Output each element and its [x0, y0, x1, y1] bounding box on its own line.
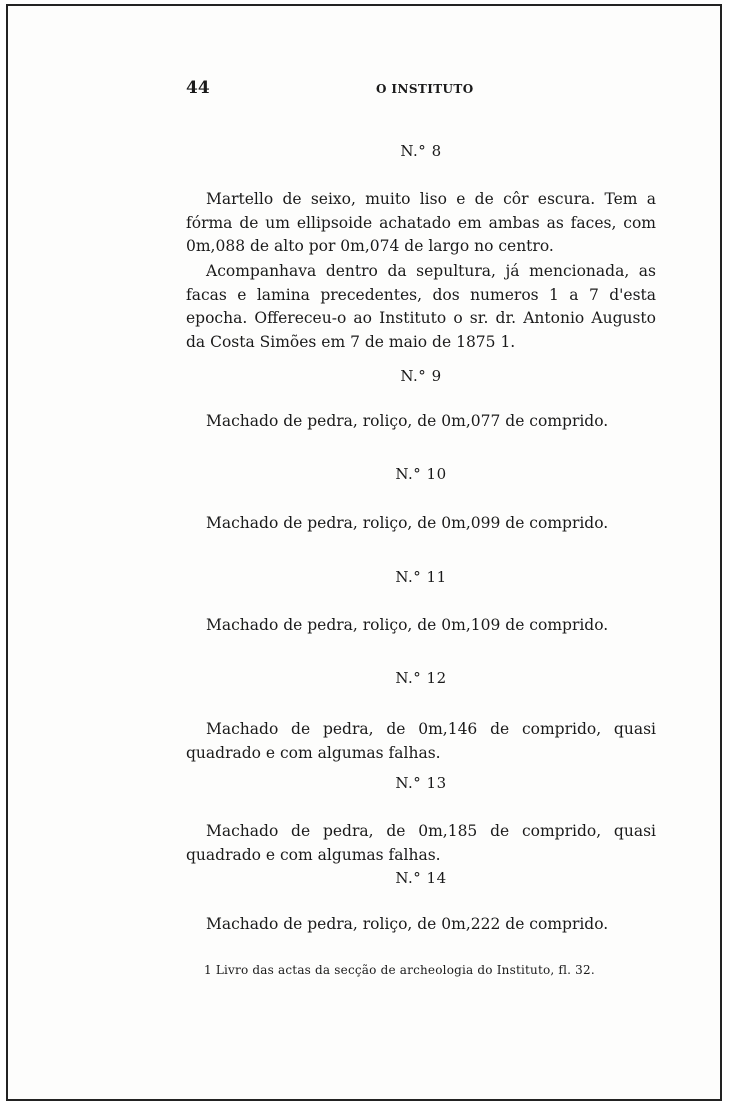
entry-14-description: Machado de pedra, roliço, de 0m,222 de comprido. — [206, 915, 609, 933]
entry-heading-10: N.° 10 — [395, 465, 447, 483]
running-title: O INSTITUTO — [376, 82, 474, 96]
entry-heading-9: N.° 9 — [400, 367, 442, 385]
entry-heading-12: N.° 12 — [395, 669, 447, 687]
entry-12-description: Machado de pedra, de 0m,146 de comprido, quasi quadrado e com algumas falhas. — [186, 720, 656, 762]
entry-heading-8: N.° 8 — [400, 142, 442, 160]
entry-11-description: Machado de pedra, roliço, de 0m,109 de comprido. — [206, 616, 609, 634]
entry-8-description: Martello de seixo, muito liso e de côr escura. Tem a fórma de um ellipsoide achatado em ambas as faces, com 0m,088 de alto por 0m,074 de largo no centro. — [186, 190, 656, 255]
page-header — [186, 78, 656, 102]
entry-heading-14: N.° 14 — [395, 869, 447, 887]
entry-9-description: Machado de pedra, roliço, de 0m,077 de comprido. — [206, 412, 609, 430]
entry-heading-11: N.° 11 — [395, 568, 447, 586]
entry-10-description: Machado de pedra, roliço, de 0m,099 de comprido. — [206, 514, 609, 532]
footnote: 1 Livro das actas da secção de archeologia do Instituto, fl. 32. — [204, 963, 595, 977]
page-number: 44 — [186, 78, 210, 98]
entry-heading-13: N.° 13 — [395, 774, 447, 792]
entry-8-provenance: Acompanhava dentro da sepultura, já mencionada, as facas e lamina precedentes, dos numeros 1 a 7 d'esta epocha. Offereceu-o ao Instituto o sr. dr. Antonio Augusto da Costa Simões em 7 de maio de 1875 1. — [186, 262, 656, 351]
entry-13-description: Machado de pedra, de 0m,185 de comprido, quasi quadrado e com algumas falhas. — [186, 822, 656, 864]
